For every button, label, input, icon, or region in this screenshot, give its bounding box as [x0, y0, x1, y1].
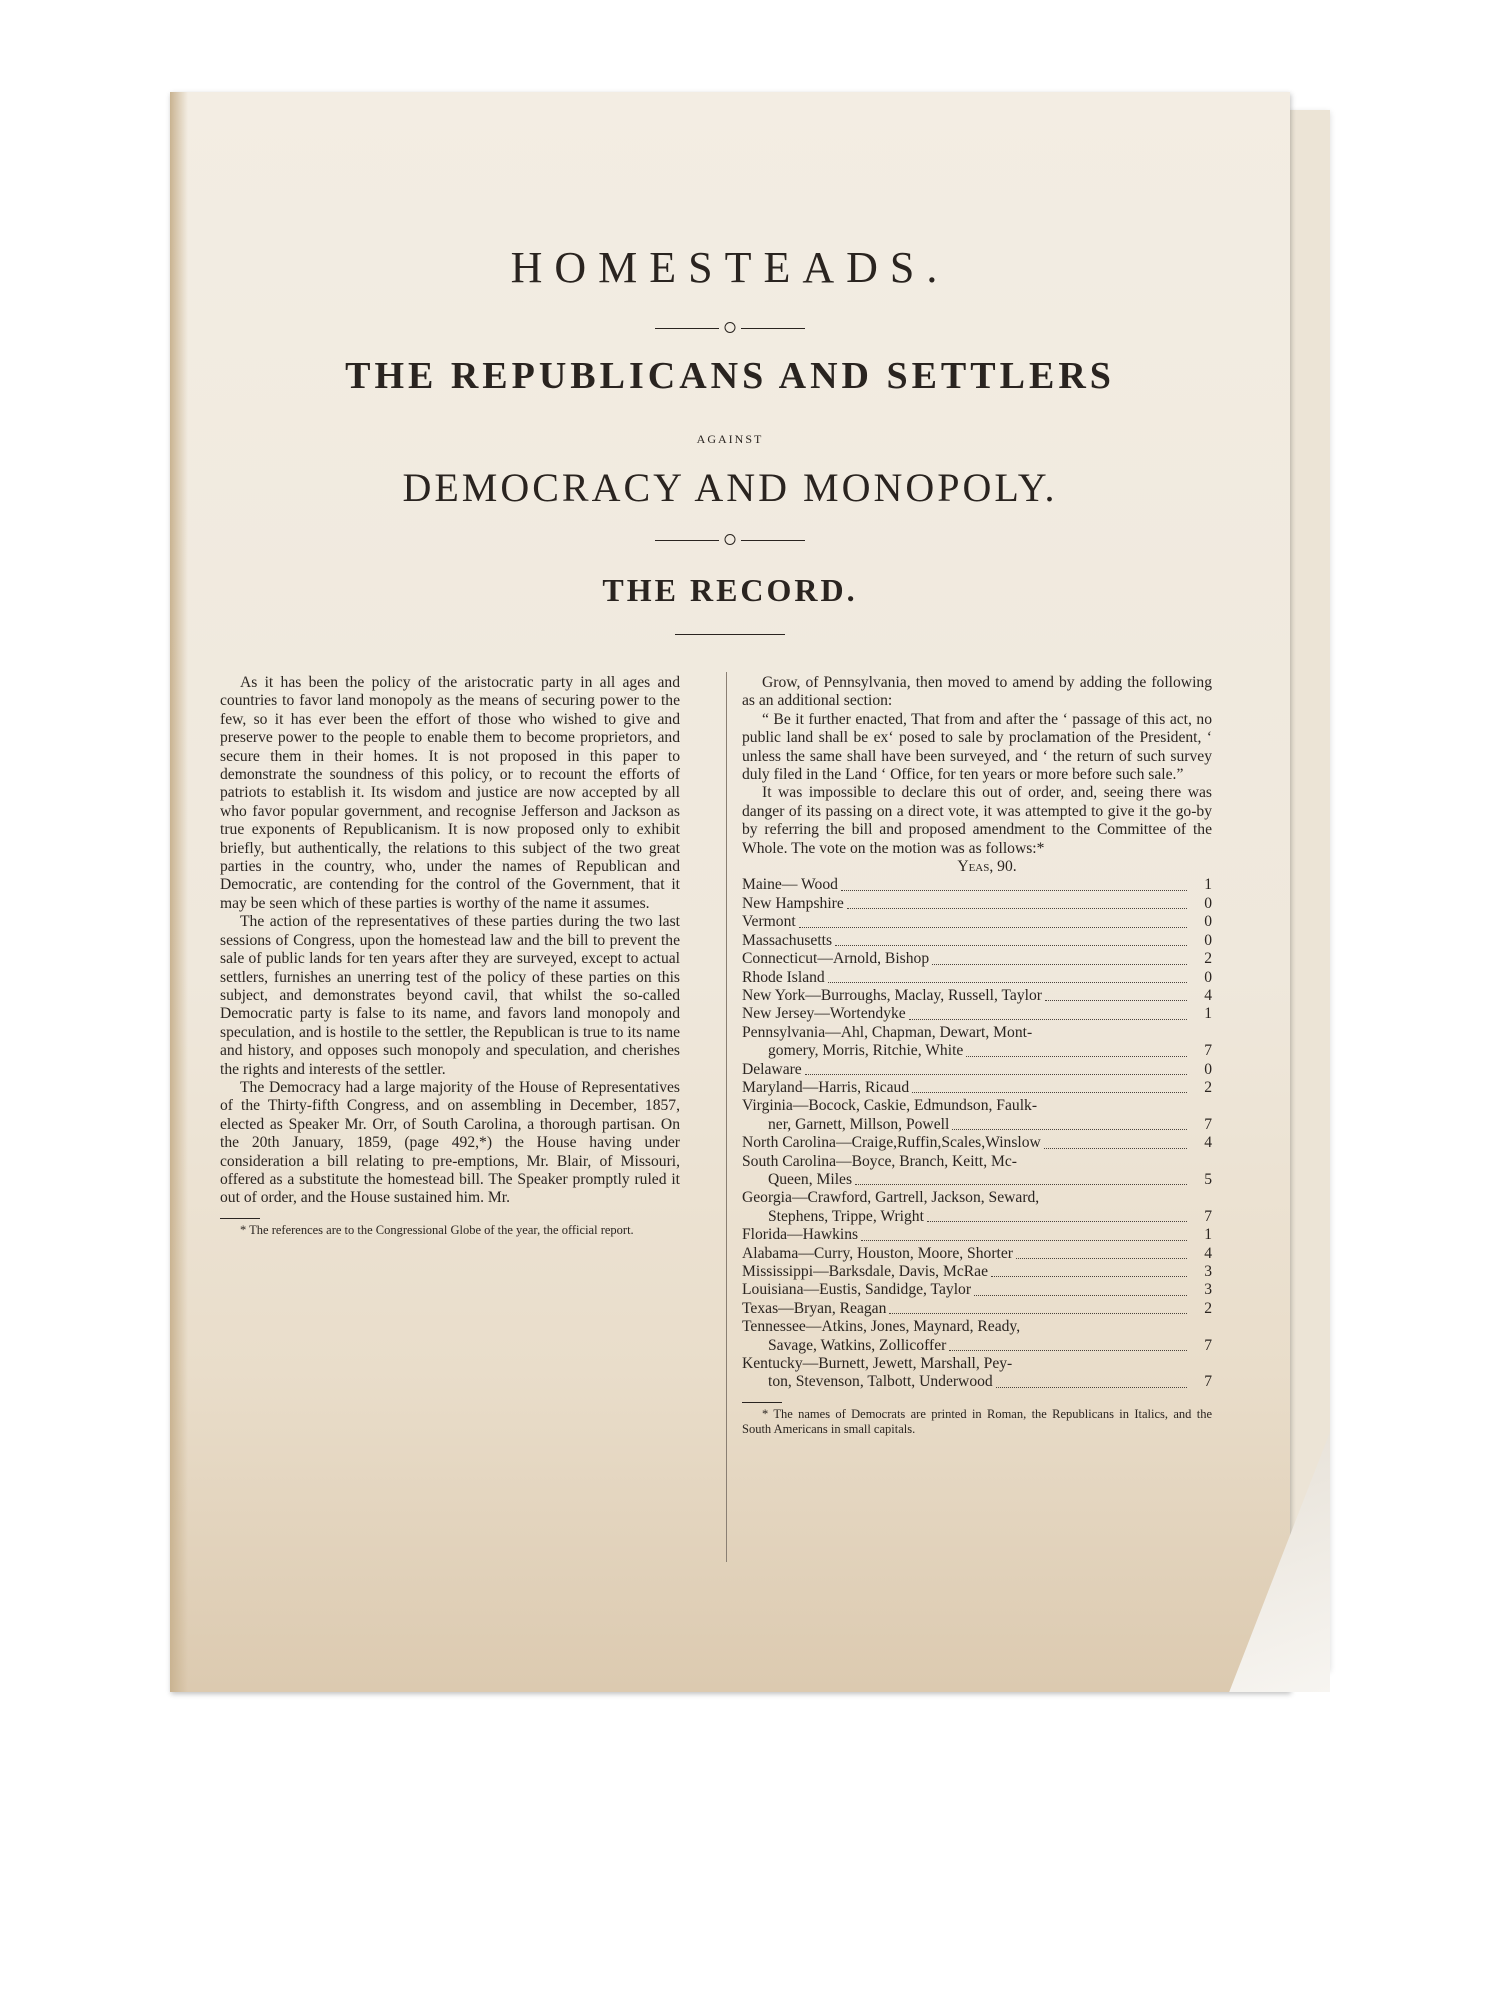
vote-row — [742, 1189, 1212, 1207]
vote-row — [742, 932, 1212, 950]
vote-names: Savage, Watkins, Zollicoffer — [768, 1336, 947, 1354]
vote-count: 4 — [1204, 1244, 1212, 1262]
vote-names: Stephens, Trippe, Wright — [768, 1207, 924, 1225]
vote-state: Connecticut—Arnold, Bishop — [742, 950, 930, 968]
leader-dots — [1045, 1000, 1187, 1001]
section-heading: THE RECORD. — [602, 572, 858, 608]
document-subtitle-2: DEMOCRACY AND MONOPOLY. — [402, 465, 1058, 510]
vote-count: 2 — [1204, 1299, 1212, 1317]
leader-dots — [835, 945, 1187, 946]
vote-state: Maine— Wood — [742, 876, 838, 894]
vote-row — [742, 1005, 1212, 1023]
vote-count: 1 — [1204, 876, 1212, 894]
vote-count: 7 — [1204, 1115, 1212, 1133]
vote-row — [742, 969, 1212, 987]
vote-names: Queen, Miles — [768, 1170, 853, 1188]
leader-dots — [909, 1019, 1187, 1020]
vote-count: 5 — [1204, 1170, 1212, 1188]
vote-count: 4 — [1204, 1134, 1212, 1152]
vote-names: gomery, Morris, Ritchie, White — [768, 1042, 964, 1060]
vote-state: Maryland—Harris, Ricaud — [742, 1078, 910, 1096]
yeas-heading: Yeas, 90. — [957, 858, 1017, 876]
vote-count: 0 — [1204, 968, 1212, 986]
paragraph: The action of the representatives of these parties during the two last sessions of Congress, upon the homestead law and the bill to prevent the sale of public lands for ten years after they are surveyed, except to actual settlers, furnishes an unerring test of the policy of these parties on this subject, and demonstrates beyond cavil, that whilst the so-called Democratic party is false to its name, and favors land monopoly and speculation, and is hostile to the settler, the Republican is true to its name and history, and opposes such monopoly and speculation, and cherishes the rights and interests of the settler. — [220, 913, 680, 1078]
leader-dots — [974, 1295, 1187, 1296]
vote-row — [742, 1061, 1212, 1079]
vote-row — [742, 1079, 1212, 1097]
leader-dots — [932, 964, 1187, 965]
vote-state: Rhode Island — [742, 968, 825, 986]
footnote: * The names of Democrats are printed in Roman, the Republicans in Italics, and the South Americans in small capitals. — [742, 1406, 1212, 1436]
vote-count: 3 — [1204, 1263, 1212, 1280]
footnote: * The references are to the Congressional Globe of the year, the official report. — [240, 1222, 634, 1237]
paragraph: It was impossible to declare this out of order, and, seeing there was danger of its passing on a direct vote, it was attempted to give it the go-by by referring the bill and proposed amendment to the Committee of the Whole. The vote on the motion was as follows:* — [742, 784, 1212, 857]
vote-row — [742, 1134, 1212, 1152]
vote-row — [742, 1245, 1212, 1263]
heading-rule — [675, 634, 785, 635]
leader-dots — [966, 1056, 1187, 1057]
vote-row — [742, 1300, 1212, 1318]
leader-dots — [847, 908, 1187, 909]
vote-state: Alabama—Curry, Houston, Moore, Shorter — [742, 1244, 1013, 1262]
vote-row — [742, 1281, 1212, 1299]
footnote-rule — [742, 1402, 782, 1403]
leader-dots — [996, 1387, 1187, 1388]
quoted-amendment: “ Be it further enacted, That from and after the ‘ passage of this act, no public land shall be ex‘ posed to sale by proclamation of the President, ‘ unless the same shall have been surveyed, and ‘ the return of such survey duly filed in the Land ‘ Office, for ten years or more before such sale.” — [742, 710, 1212, 784]
vote-state: North Carolina—Craige,Ruffin,Scales,Winslow — [742, 1134, 1041, 1152]
vote-count: 7 — [1204, 1373, 1212, 1391]
ornament-rule — [655, 532, 805, 548]
leader-dots — [1044, 1148, 1187, 1149]
vote-count: 0 — [1204, 894, 1212, 912]
vote-count: 2 — [1204, 1078, 1212, 1096]
vote-state: South Carolina—Boyce, Branch, Keitt, Mc- — [742, 1152, 1017, 1170]
leader-dots — [991, 1276, 1187, 1277]
vote-names: ton, Stevenson, Talbott, Underwood — [768, 1373, 993, 1391]
vote-row — [742, 876, 1212, 894]
vote-state: Kentucky—Burnett, Jewett, Marshall, Pey- — [742, 1355, 1013, 1373]
vote-count: 1 — [1204, 1226, 1212, 1244]
vote-row — [742, 950, 1212, 968]
vote-row — [742, 1153, 1212, 1171]
vote-list — [742, 876, 1212, 1391]
vote-state: Vermont — [742, 913, 796, 931]
vote-state: Delaware — [742, 1060, 802, 1078]
vote-state: Tennessee—Atkins, Jones, Maynard, Ready, — [742, 1318, 1021, 1336]
vote-row — [742, 913, 1212, 931]
vote-row-continued — [742, 1171, 1212, 1189]
leader-dots — [799, 927, 1187, 928]
vote-row-continued — [742, 1042, 1212, 1060]
vote-row — [742, 1097, 1212, 1115]
document-subtitle: THE REPUBLICANS AND SETTLERS — [345, 355, 1115, 397]
vote-row-continued — [742, 1373, 1212, 1391]
leader-dots — [889, 1313, 1187, 1314]
document-title: HOMESTEADS. — [510, 243, 950, 292]
vote-count: 1 — [1204, 1005, 1212, 1023]
right-column — [742, 674, 1212, 1437]
vote-state: New Hampshire — [742, 894, 844, 912]
vote-row-continued — [742, 1116, 1212, 1134]
vote-row — [742, 1318, 1212, 1336]
footnote-rule — [220, 1218, 260, 1219]
vote-state: Georgia—Crawford, Gartrell, Jackson, Seward, — [742, 1189, 1040, 1207]
vote-count: 0 — [1204, 1060, 1212, 1078]
vote-count: 0 — [1204, 913, 1212, 931]
vote-count: 0 — [1204, 931, 1212, 949]
vote-state: Louisiana—Eustis, Sandidge, Taylor — [742, 1281, 972, 1299]
leader-dots — [861, 1240, 1187, 1241]
vote-state: Florida—Hawkins — [742, 1226, 859, 1244]
vote-count: 2 — [1204, 950, 1212, 968]
leader-dots — [855, 1184, 1187, 1185]
ornament-rule — [655, 320, 805, 336]
leader-dots — [828, 982, 1187, 983]
vote-state: Virginia—Bocock, Caskie, Edmundson, Faulk- — [742, 1097, 1038, 1115]
vote-row — [742, 1226, 1212, 1244]
vote-count: 7 — [1204, 1336, 1212, 1354]
vote-count: 4 — [1204, 986, 1212, 1004]
left-column — [220, 674, 680, 1238]
vote-row — [742, 1024, 1212, 1042]
vote-state: New Jersey—Wortendyke — [742, 1005, 906, 1023]
leader-dots — [927, 1221, 1187, 1222]
vote-row-continued — [742, 1208, 1212, 1226]
vote-state: New York—Burroughs, Maclay, Russell, Taylor — [742, 986, 1042, 1004]
vote-row — [742, 895, 1212, 913]
vote-row-continued — [742, 1337, 1212, 1355]
vote-state: Texas—Bryan, Reagan — [742, 1299, 887, 1317]
vote-row — [742, 1263, 1212, 1281]
vote-names: ner, Garnett, Millson, Powell — [768, 1115, 950, 1133]
vote-count: 7 — [1204, 1207, 1212, 1225]
leader-dots — [1016, 1258, 1187, 1259]
paragraph: Grow, of Pennsylvania, then moved to amend by adding the following as an additional section: — [742, 674, 1212, 710]
vote-state: Mississippi—Barksdale, Davis, McRae — [742, 1263, 989, 1280]
leader-dots — [805, 1074, 1187, 1075]
leader-dots — [912, 1092, 1187, 1093]
against-label: AGAINST — [696, 432, 764, 446]
vote-row — [742, 987, 1212, 1005]
vote-state: Pennsylvania—Ahl, Chapman, Dewart, Mont- — [742, 1023, 1033, 1041]
vote-state: Massachusetts — [742, 931, 833, 949]
document-page — [170, 92, 1290, 1692]
paragraph: The Democracy had a large majority of the House of Representatives of the Thirty-fifth Congress, and on assembling in December, 1857, elected as Speaker Mr. Orr, of South Carolina, a thorough partisan. On the 20th January, 1859, (page 492,*) the House having under consideration a bill relating to pre-emptions, Mr. Blair, of Missouri, offered as a substitute the homestead bill. The Speaker promptly ruled it out of order, and the House sustained him. Mr. — [220, 1078, 680, 1207]
paragraph: As it has been the policy of the aristocratic party in all ages and countries to favor land monopoly as the means of securing power to the few, so it has ever been the effort of those who wished to give and preserve power to the people to enable them to become proprietors, and secure them in their homes. It is not proposed in this paper to demonstrate the soundness of this policy, or to recount the efforts of patriots to establish it. Its wisdom and justice are now accepted by all who favor popular government, and recognise Jefferson and Jackson as true exponents of Republicanism. It is now proposed only to exhibit briefly, but authentically, the relations to this subject of the two great parties in the country, who, under the names of Republican and Democratic, are contending for the control of the Government, that it may be seen which of these parties is worthy of the name it assumes. — [220, 674, 680, 912]
column-divider — [726, 672, 727, 1562]
vote-count: 7 — [1204, 1042, 1212, 1060]
leader-dots — [952, 1129, 1187, 1130]
vote-count: 3 — [1204, 1281, 1212, 1299]
vote-row — [742, 1355, 1212, 1373]
leader-dots — [841, 890, 1187, 891]
leader-dots — [949, 1350, 1187, 1351]
